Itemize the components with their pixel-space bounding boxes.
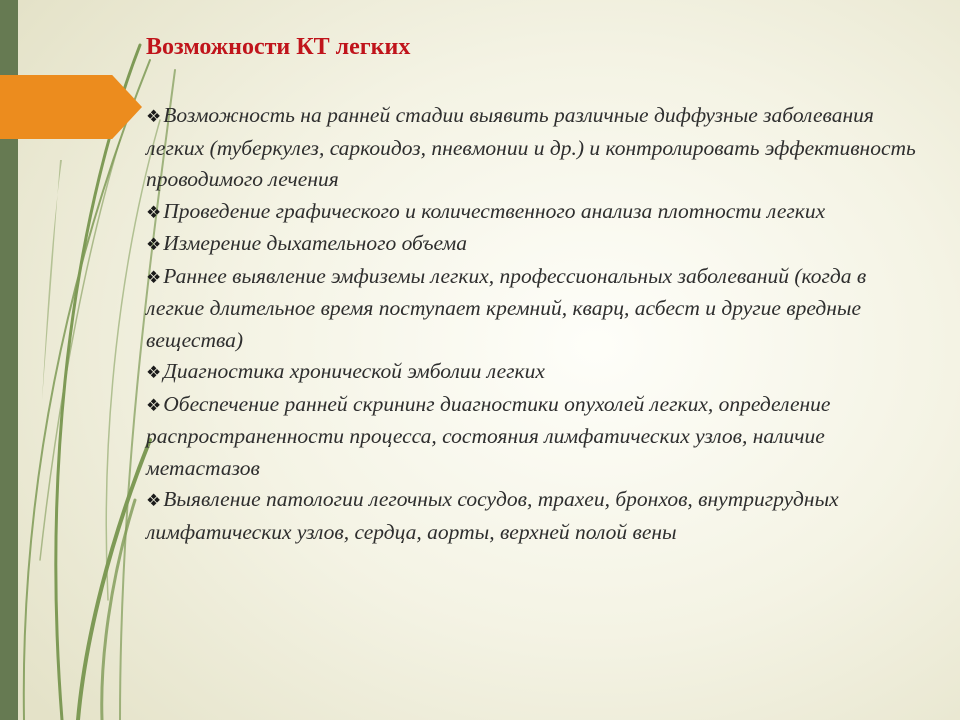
bullet-item [146,228,916,261]
bullet-item [146,100,916,196]
bullet-item [146,261,916,357]
bullet-text: Раннее выявление эмфиземы легких, профессиональных заболеваний (когда в легкие длительное время поступает кремний, кварц, асбест и другие вредные вещества) [146,263,867,352]
diamond-bullet-icon: ❖ [146,235,162,254]
bullet-text: Измерение дыхательного объема [163,231,467,255]
bullet-text: Диагностика хронической эмболии легких [163,359,545,383]
bullet-text: Обеспечение ранней скрининг диагностики опухолей легких, определение распространенности процесса, состояния лимфатических узлов, наличие метастазов [146,391,831,480]
orange-accent-tab [0,75,142,139]
bullet-text: Выявление патологии легочных сосудов, трахеи, бронхов, внутригрудных лимфатических узлов, сердца, аорты, верхней полой вены [146,487,839,544]
diamond-bullet-icon: ❖ [146,267,162,287]
bullet-list [146,100,916,548]
slide-title: Возможности КТ легких [146,34,411,60]
diamond-bullet-icon: ❖ [146,491,162,510]
diamond-bullet-icon: ❖ [146,363,162,382]
bullet-item [146,389,916,485]
diamond-bullet-icon: ❖ [146,202,162,222]
bullet-item [146,484,916,548]
bullet-item [146,356,916,389]
bullet-text: Проведение графического и количественного анализа плотности легких [163,198,826,223]
bullet-text: Возможность на ранней стадии выявить различные диффузные заболевания легких (туберкулез, саркоидоз, пневмонии и др.) и контролировать эффективность проводимого лечения [146,103,916,191]
diamond-bullet-icon: ❖ [146,395,162,415]
diamond-bullet-icon: ❖ [146,107,162,126]
bullet-item [146,196,916,229]
